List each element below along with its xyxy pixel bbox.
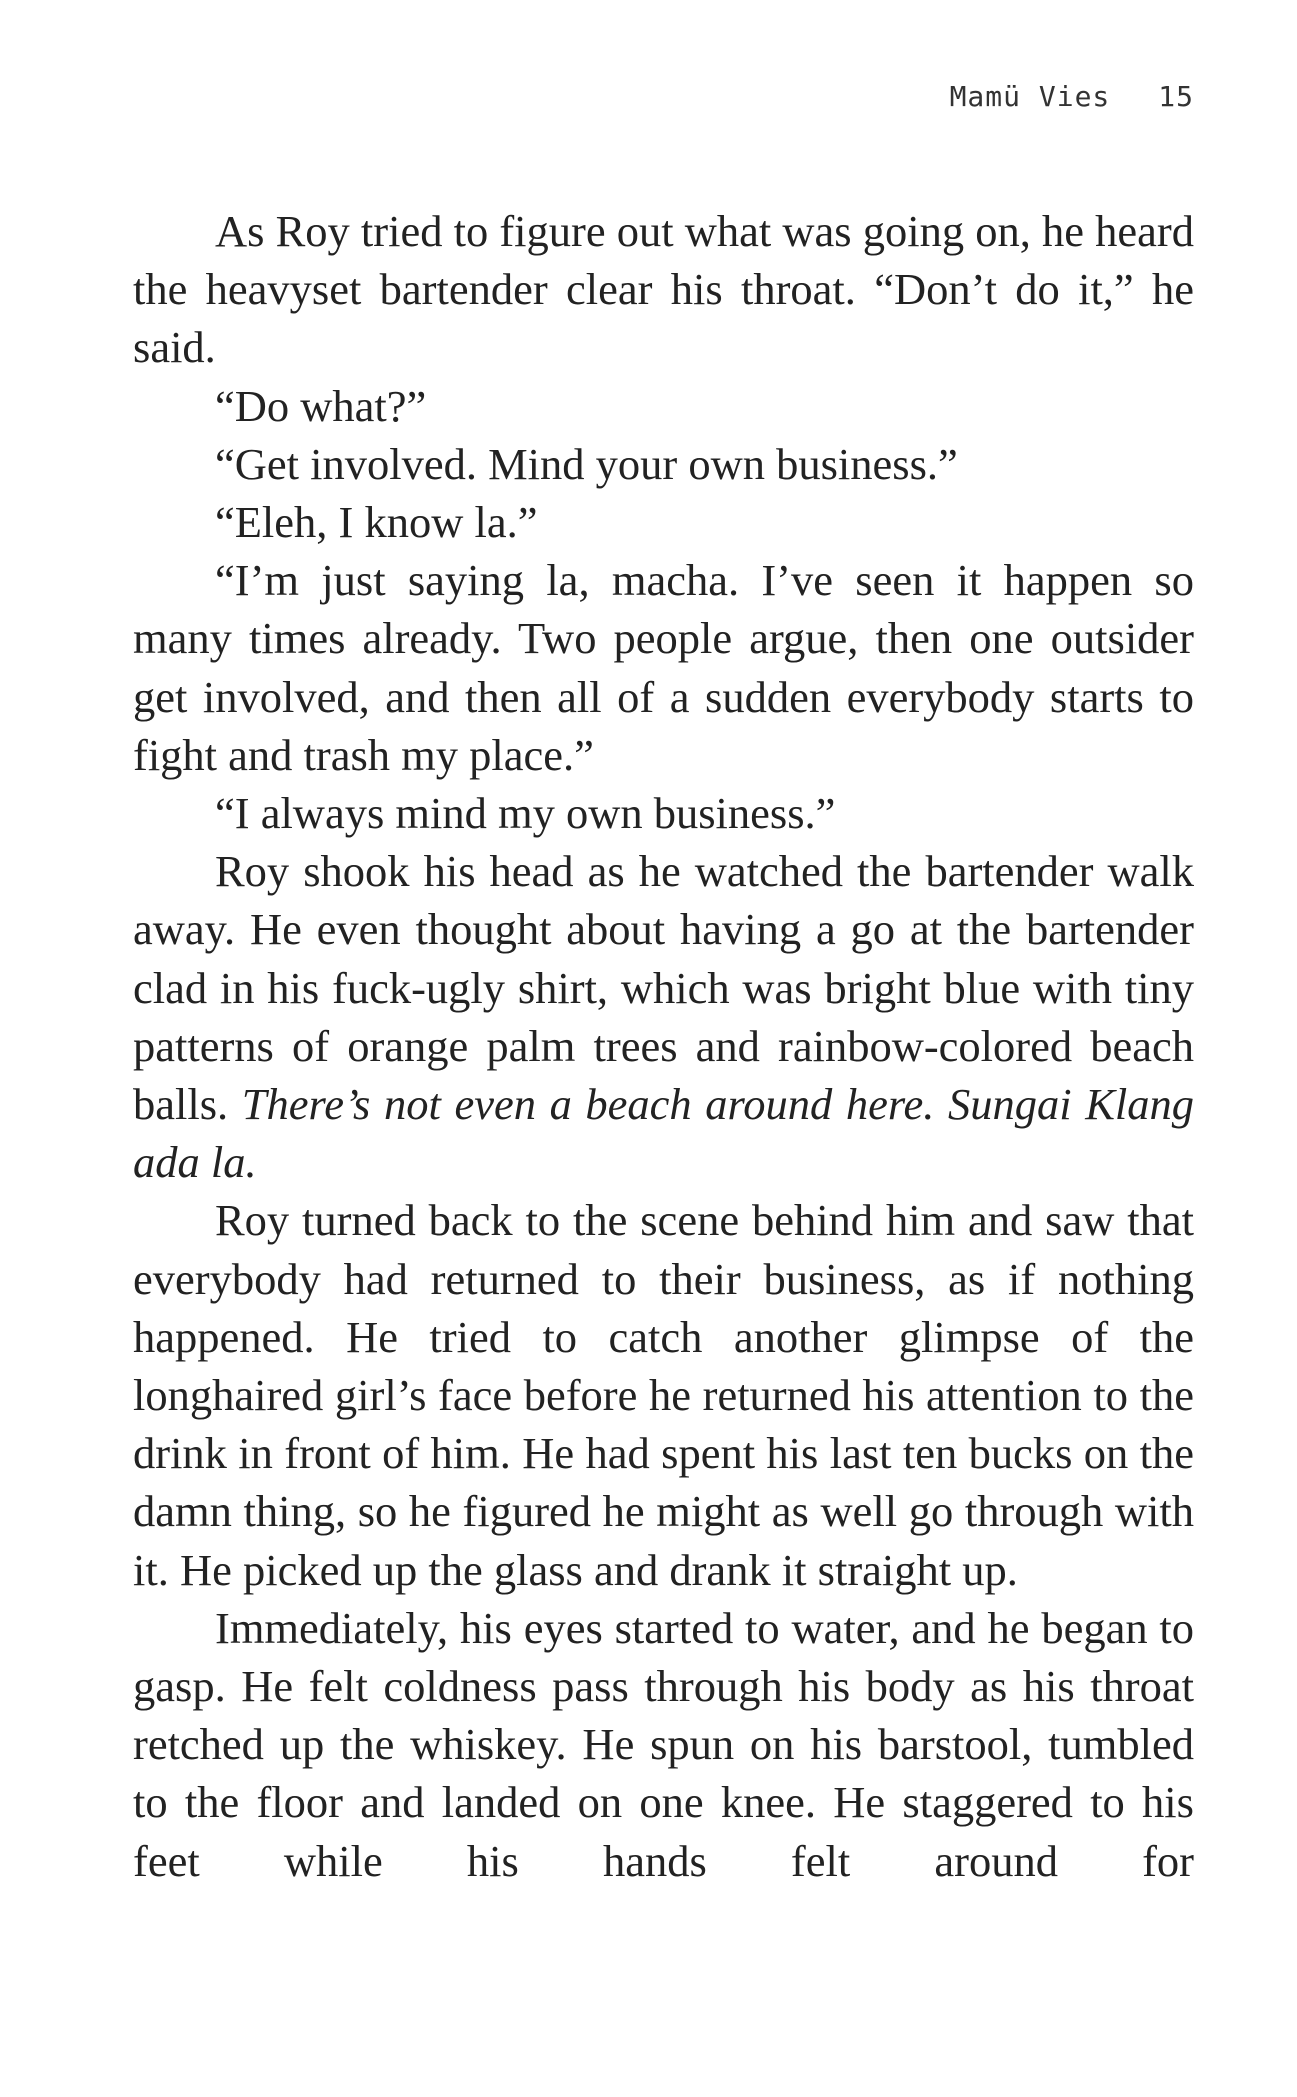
paragraph: As Roy tried to figure out what was going on, he heard the heavyset bartender clear his throat. “Don’t do it,” he said. (133, 206, 1194, 373)
paragraph: “I’m just saying la, macha. I’ve seen it happen so many times already. Two people argue, then one outsider get involved, and then all of a sudden everybody starts to fight and trash my place.” (133, 555, 1194, 780)
italic-thought: There’s not even a beach around here. Sungai Klang ada la. (133, 1079, 1195, 1188)
paragraph: Roy turned back to the scene behind him and saw that everybody had returned to their business, as if nothing happened. He tried to catch another glimpse of the longhaired girl’s face before he returned his attention to the drink in front of him. He had spent his last ten bucks on the damn thing, so he figured he might as well go through with it. He picked up the glass and drank it straight up. (133, 1195, 1194, 1595)
page-number: 15 (1158, 80, 1194, 113)
paragraph: “Eleh, I know la.” (215, 497, 538, 548)
body-text (133, 202, 1194, 1890)
paragraph: Immediately, his eyes started to water, and he began to gasp. He felt coldness pass through his body as his throat retched up the whiskey. He spun on his barstool, tumbled to the floor and landed on one knee. He staggered to his feet while his hands felt around for (133, 1602, 1194, 1886)
paragraph: “Do what?” (215, 380, 427, 431)
paragraph (133, 842, 1194, 1191)
paragraph: “Get involved. Mind your own business.” (215, 438, 958, 489)
paragraph: “I always mind my own business.” (215, 788, 836, 839)
paragraph-text: Roy shook his head as he watched the bartender walk away. He even thought about having a go at the bartender clad in his fuck-ugly shirt, which was bright blue with tiny patterns of orange palm trees and rainbow-colored beach balls. (133, 846, 1194, 1130)
running-head (0, 80, 1194, 113)
running-head-title: Mamü Vies (949, 80, 1111, 113)
